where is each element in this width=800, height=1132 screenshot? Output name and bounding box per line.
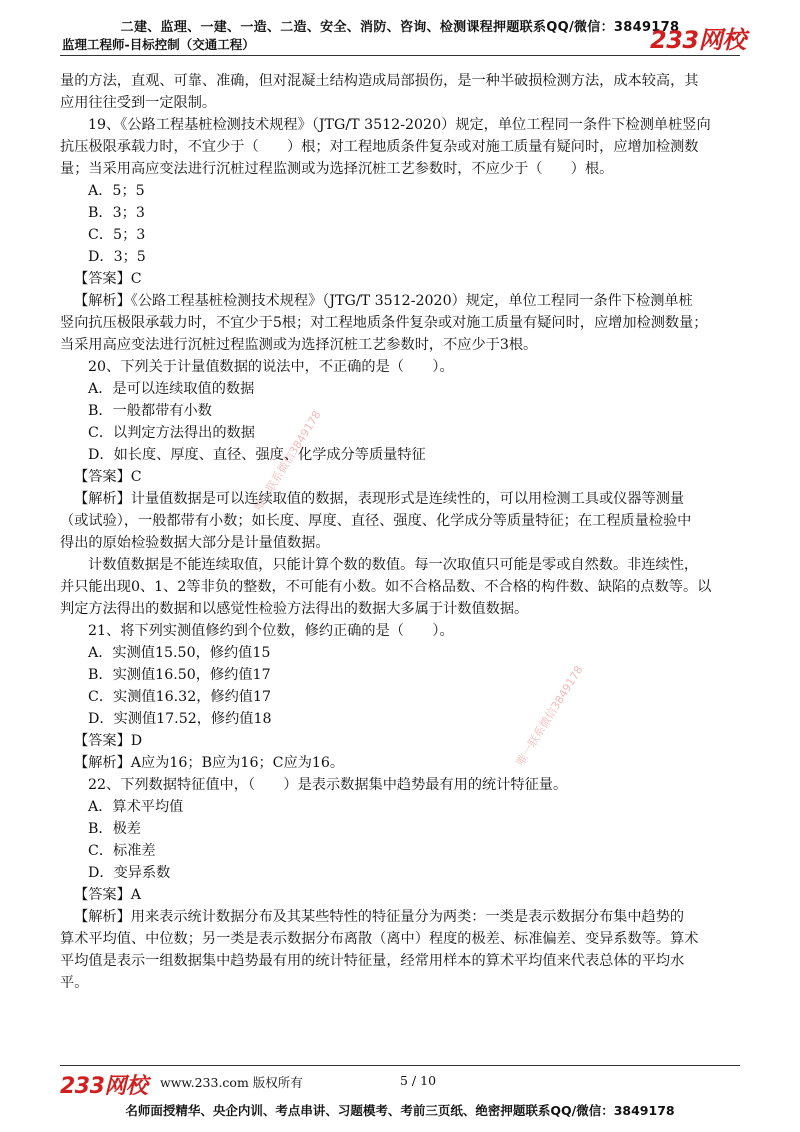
text-line: 应用往往受到一定限制。: [60, 95, 217, 111]
text-line: 20、下列关于计量值数据的说法中，不正确的是（ ）。: [88, 359, 454, 375]
copyright-text: www.233.com 版权所有: [160, 1075, 303, 1090]
watermark-text: 唯一联系微信3849178: [251, 408, 324, 513]
watermark-text: 唯一联系微信3849178: [513, 663, 586, 768]
text-line: B．实测值16.50，修约值17: [88, 667, 271, 683]
header-divider: [60, 55, 740, 56]
footer-divider: [60, 1065, 740, 1066]
header-promo-text: 二建、监理、一建、一造、二造、安全、消防、咨询、检测课程押题联系QQ/微信：3849178: [120, 20, 680, 35]
document-body: [60, 70, 740, 994]
page-number: 5 / 10: [400, 1073, 437, 1088]
text-line: 并只能出现0、1、2等非负的整数，不可能有小数。如不合格品数、不合格的构件数、缺陷的点数等。以: [60, 579, 712, 595]
footer-brand-logo: 233网校: [60, 1074, 148, 1099]
text-line: A．5；5: [88, 183, 145, 199]
text-line: 19、《公路工程基桩检测技术规程》（JTG/T 3512-2020）规定，单位工程同一条件下检测单桩竖向: [88, 117, 711, 133]
text-line: 【解析】A应为16；B应为16；C应为16。: [74, 755, 345, 771]
text-line: 【答案】C: [74, 469, 142, 485]
brand-logo: 233网校: [650, 26, 746, 54]
text-line: 【答案】D: [74, 733, 143, 749]
text-line: 抗压极限承载力时，不宜少于（ ）根；对工程地质条件复杂或对施工质量有疑问时，应增加检测数: [60, 139, 699, 155]
text-line: B．极差: [88, 821, 141, 837]
text-line: D．如长度、厚度、直径、强度、化学成分等质量特征: [88, 447, 426, 463]
text-line: 竖向抗压极限承载力时，不宜少于5根；对工程地质条件复杂或对施工质量有疑问时，应增加检测数量；: [60, 315, 708, 331]
text-line: 量的方法，直观、可靠、准确，但对混凝土结构造成局部损伤，是一种半破损检测方法，成本较高，其: [60, 73, 699, 89]
text-line: 判定方法得出的数据和以感觉性检验方法得出的数据大多属于计数值数据。: [60, 601, 529, 617]
text-line: D．3；5: [88, 249, 146, 265]
text-line: C．标准差: [88, 843, 156, 859]
footer-promo-text: 名师面授精华、央企内训、考点串讲、习题模考、考前三页纸、绝密押题联系QQ/微信：3849178: [125, 1103, 675, 1118]
text-line: A．算术平均值: [88, 799, 184, 815]
document-subtitle: 监理工程师-目标控制（交通工程）: [62, 37, 255, 52]
text-line: B．一般都带有小数: [88, 403, 212, 419]
text-line: A．是可以连续取值的数据: [88, 381, 255, 397]
text-line: C．实测值16.32，修约值17: [88, 689, 272, 705]
text-line: 【答案】A: [74, 887, 141, 903]
text-line: 算术平均值、中位数；另一类是表示数据分布离散（离中）程度的极差、标准偏差、变异系数等。算术: [60, 931, 699, 947]
text-line: 量；当采用高应变法进行沉桩过程监测或为选择沉桩工艺参数时，不应少于（ ）根。: [60, 161, 614, 177]
text-line: 【解析】用来表示统计数据分布及其某些特性的特征量分为两类：一类是表示数据分布集中趋势的: [74, 909, 685, 925]
text-line: 22、下列数据特征值中，（ ）是表示数据集中趋势最有用的统计特征量。: [88, 777, 568, 793]
text-line: 【答案】C: [74, 271, 142, 287]
text-line: D．实测值17.52，修约值18: [88, 711, 272, 727]
text-line: B．3；3: [88, 205, 145, 221]
text-line: 计数值数据是不能连续取值，只能计算个数的数值。每一次取值只可能是零或自然数。非连续性，: [88, 557, 699, 573]
text-line: C．以判定方法得出的数据: [88, 425, 255, 441]
text-line: D．变异系数: [88, 865, 171, 881]
text-line: 平均值是表示一组数据集中趋势最有用的统计特征量，经常用样本的算术平均值来代表总体的平均水: [60, 953, 685, 969]
text-line: 平。: [60, 975, 89, 991]
text-line: 21、将下列实测值修约到个位数，修约正确的是（ ）。: [88, 623, 454, 639]
text-line: 【解析】计量值数据是可以连续取值的数据，表现形式是连续性的，可以用检测工具或仪器等测量: [74, 491, 685, 507]
text-line: 【解析】《公路工程基桩检测技术规程》（JTG/T 3512-2020）规定，单位工程同一条件下检测单桩: [74, 293, 693, 309]
text-line: （或试验），一般都带有小数；如长度、厚度、直径、强度、化学成分等质量特征；在工程质量检验中: [60, 513, 692, 529]
text-line: 得出的原始检验数据大部分是计量值数据。: [60, 535, 330, 551]
text-line: C．5；3: [88, 227, 146, 243]
text-line: 当采用高应变法进行沉桩过程监测或为选择沉桩工艺参数时，不应少于3根。: [60, 337, 538, 353]
text-line: A．实测值15.50，修约值15: [88, 645, 271, 661]
